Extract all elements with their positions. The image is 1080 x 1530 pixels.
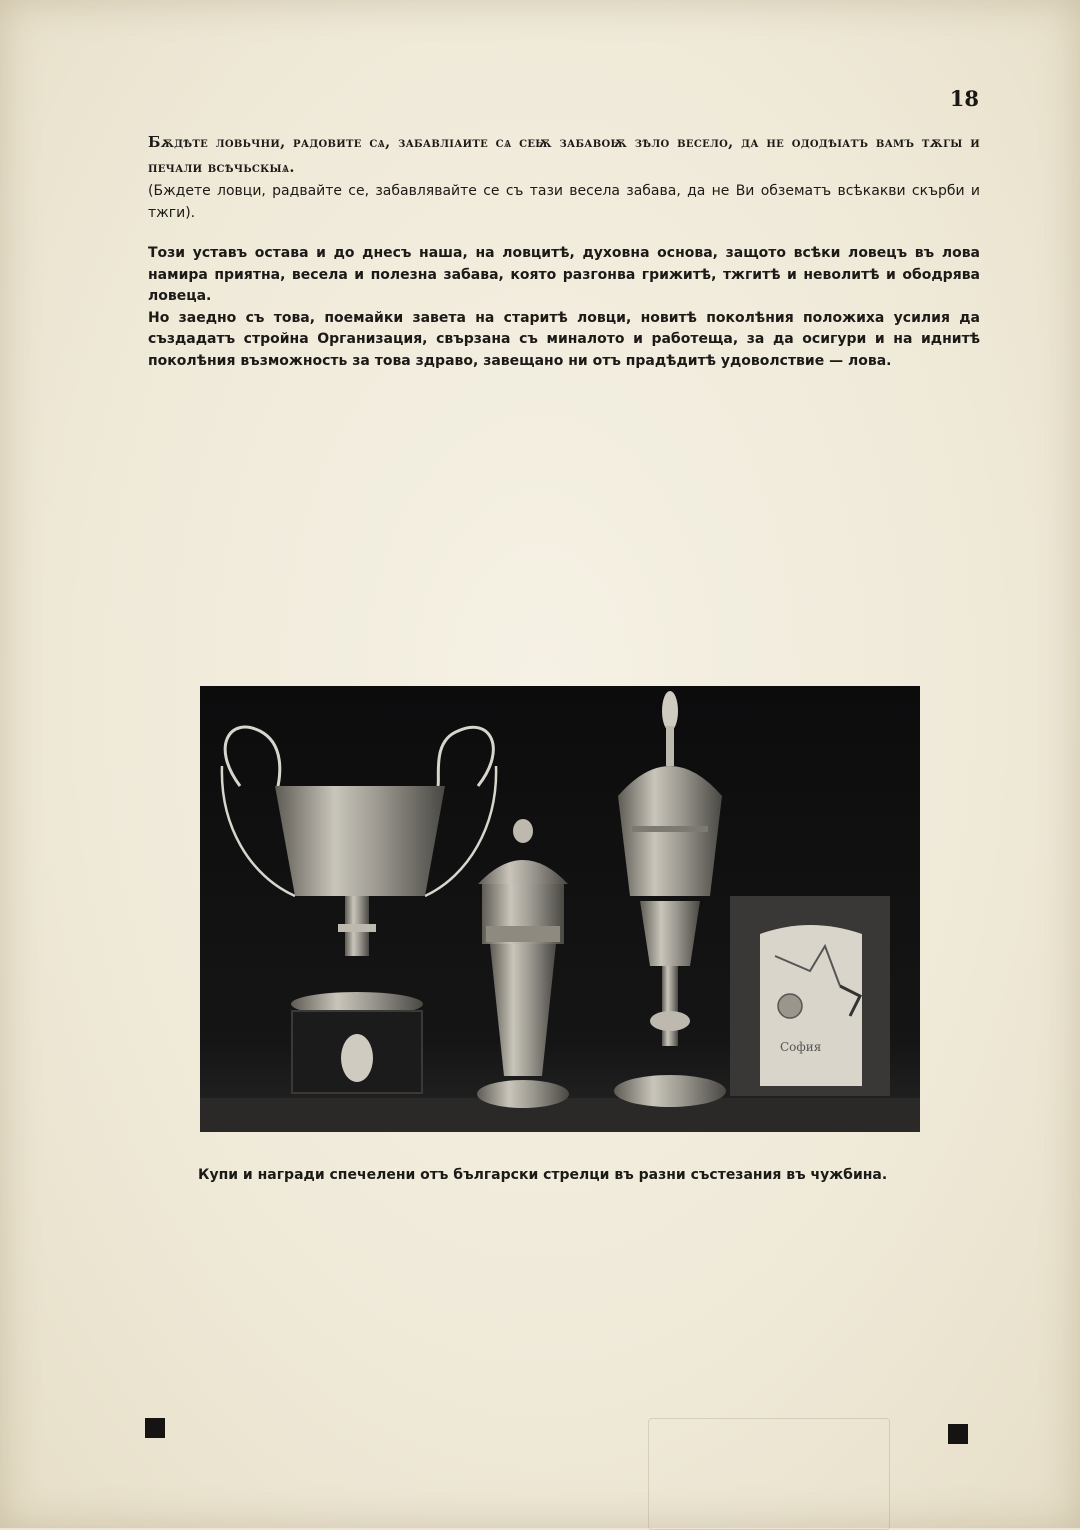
faded-library-stamp [648,1418,890,1530]
page-number: 18 [949,86,979,111]
paragraph-organization: Но заедно съ това, поемайки завета на старитѣ ловци, новитѣ поколѣния положиха усилия да създадатъ стройна Организация, свързана съ миналото и работеща, за да осигури и на иднитѣ поколѣния възможность за това здраво, завещано ни отъ прадѣдитѣ удоволствие — лова. [148,309,980,369]
paragraph-statute: Този уставъ остава и до днесъ наша, на ловцитѣ, духовна основа, защото всѣки ловецъ въ лова намира приятна, весела и полезна забава, която разгонва грижитѣ, тжгитѣ и неволитѣ и ободрява ловеца. [148,245,980,304]
trophies-photo [200,686,920,1132]
trophies-illustration [200,686,920,1132]
main-text-block [148,130,980,372]
photo-caption: Купи и награди спечелени отъ български стрелци въ разни състезания въ чужбина. [198,1167,888,1183]
registration-mark-left [145,1418,165,1438]
plaque-engraving: София [780,1040,822,1054]
quote-translation: (Бждете ловци, радвайте се, забавлявайте се съ тази весела забава, да не Ви обзематъ всѣкакви скърби и тжги). [148,183,980,221]
engraved-plaque [730,896,890,1096]
registration-mark-right [948,1424,968,1444]
old-bulgarian-quote: Бѫдѣте ловьчни, радовите сѧ, забавлıаите сѧ сеѭ забавоѭ зѣло весело, да не ододѣıатъ вамъ тѫгы и печали всѣчьскыѧ. [148,134,980,176]
